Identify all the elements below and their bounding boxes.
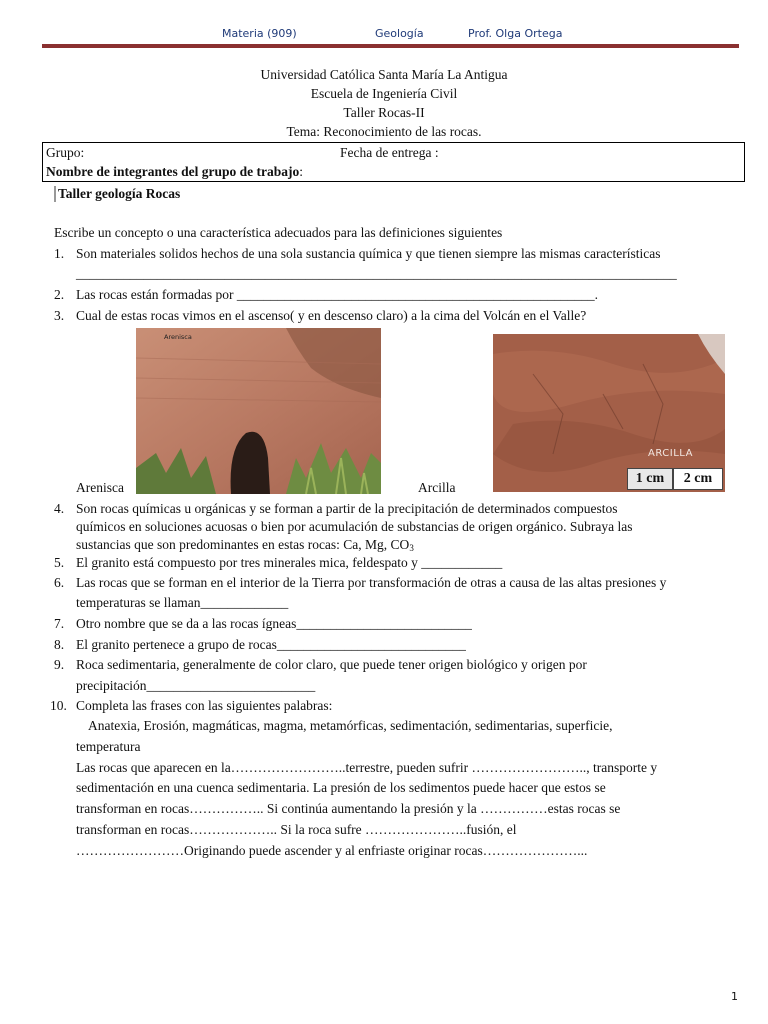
- university-name: Universidad Católica Santa María La Antigua: [260, 67, 508, 82]
- grupo-label: Grupo:: [46, 145, 85, 160]
- header-materia: Materia (909): [222, 27, 297, 40]
- arcilla-caption: Arcilla: [418, 480, 456, 495]
- q6-text-line1: Las rocas que se forman en el interior de la Tierra por transformación de otras a causa de las altas presiones y: [76, 575, 667, 590]
- paragraph-line5: ……………………Originando puede ascender y al enfriaste originar rocas…………………...: [76, 843, 588, 858]
- q9-text-line1: Roca sedimentaria, generalmente de color claro, que puede tener origen biológico y origen por: [76, 657, 587, 672]
- workshop-name: Taller Rocas-II: [343, 105, 425, 120]
- paragraph-line1: Las rocas que aparecen en la……………………..terrestre, pueden sufrir …………………….., transporte y: [76, 760, 658, 775]
- arcilla-photo-label: ARCILLA: [648, 448, 693, 459]
- paragraph-line3: transforman en rocas…………….. Si continúa aumentando la presión y la ……………estas rocas se: [76, 801, 621, 816]
- integrantes-label: Nombre de integrantes del grupo de trabajo:: [46, 164, 303, 179]
- section-marker: [54, 186, 56, 202]
- q10-word-bank: Anatexia, Erosión, magmáticas, magma, metamórficas, sedimentación, sedimentarias, superficie,: [88, 718, 613, 733]
- q9-text-line2: precipitación_________________________: [76, 678, 316, 693]
- q7-number: 7.: [54, 616, 65, 631]
- q1-text: Son materiales solidos hechos de una sola sustancia química y que tienen siempre las mismas características: [76, 246, 661, 261]
- q4-number: 4.: [54, 501, 65, 516]
- q3-text: Cual de estas rocas vimos en el ascenso( y en descenso claro) a la cima del Volcán en el Valle?: [76, 308, 587, 323]
- scale-1cm: 1 cm: [627, 468, 673, 490]
- paragraph-line4: transforman en rocas……………….. Si la roca sufre …………………..fusión, el: [76, 822, 517, 837]
- q4-text-line2: químicos en soluciones acuosas o bien por acumulación de substancias de origen orgánico. Subraya las: [76, 519, 633, 534]
- paragraph-line2: sedimentación en una cuenca sedimentaria. La presión de los sedimentos puede hacer que estos se: [76, 780, 606, 795]
- q10-word-bank-cont: temperatura: [76, 739, 141, 754]
- q7-text: Otro nombre que se da a las rocas ígneas__________________________: [76, 616, 472, 631]
- topic-line: Tema: Reconocimiento de las rocas.: [286, 124, 482, 139]
- q5-text: El granito está compuesto por tres minerales mica, feldespato y ____________: [76, 555, 503, 570]
- q6-text-line2: temperaturas se llaman_____________: [76, 595, 289, 610]
- q2-text: Las rocas están formadas por _____________________________________________________.: [76, 287, 598, 302]
- school-name: Escuela de Ingeniería Civil: [310, 86, 458, 101]
- q6-number: 6.: [54, 575, 65, 590]
- arcilla-photo: [493, 334, 725, 492]
- q1-answer-line: _________________________________________________________________________________________: [76, 266, 677, 281]
- q3-number: 3.: [54, 308, 65, 323]
- header-subject: Geología: [375, 27, 424, 40]
- q10-number: 10.: [50, 698, 67, 713]
- q2-number: 2.: [54, 287, 65, 302]
- arenisca-caption: Arenisca: [76, 480, 124, 495]
- q4-text-line3: sustancias que son predominantes en estas rocas: Ca, Mg, $CO_3$: [76, 537, 414, 553]
- header-professor: Prof. Olga Ortega: [468, 27, 563, 40]
- page-number: 1: [731, 990, 738, 1003]
- q10-text: Completa las frases con las siguientes palabras:: [76, 698, 333, 713]
- arenisca-photo-label: Arenisca: [164, 333, 192, 341]
- arenisca-photo: [136, 328, 381, 494]
- q8-text: El granito pertenece a grupo de rocas____________________________: [76, 637, 466, 652]
- section-title: Taller geología Rocas: [58, 186, 181, 201]
- q8-number: 8.: [54, 637, 65, 652]
- fecha-label: Fecha de entrega :: [340, 145, 439, 160]
- group-info-box: [42, 142, 745, 182]
- q4-text-line1: Son rocas químicas u orgánicas y se forman a partir de la precipitación de determinados compuestos: [76, 501, 618, 516]
- scale-2cm: 2 cm: [673, 468, 723, 490]
- q1-number: 1.: [54, 246, 65, 261]
- q9-number: 9.: [54, 657, 65, 672]
- instruction: Escribe un concepto o una característica adecuados para las definiciones siguientes: [54, 225, 503, 240]
- q5-number: 5.: [54, 555, 65, 570]
- header-rule: [42, 44, 739, 48]
